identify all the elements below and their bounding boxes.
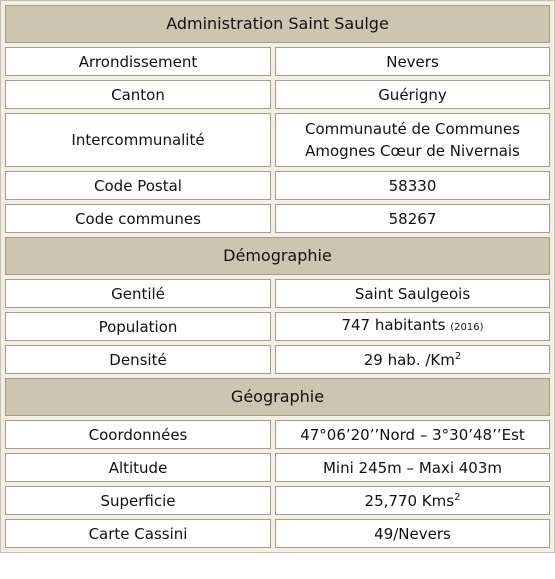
row-value-densite — [275, 345, 550, 374]
table-row — [5, 420, 550, 449]
row-label-code-communes: Code communes — [5, 204, 271, 233]
row-value-code-postal: 58330 — [275, 171, 550, 200]
population-year-note: (2016) — [450, 322, 484, 333]
row-label-superficie: Superficie — [5, 486, 271, 515]
intercommunalite-line-2: Amognes Cœur de Nivernais — [305, 142, 520, 160]
densite-superscript: 2 — [454, 350, 462, 362]
intercommunalite-line-1: Communauté de Communes — [305, 120, 520, 138]
row-value-canton: Guérigny — [275, 80, 550, 109]
row-value-coordonnees: 47°06’20’’Nord – 3°30’48’’Est — [275, 420, 550, 449]
row-label-densite: Densité — [5, 345, 271, 374]
densite-value: 29 hab. /Km — [363, 350, 455, 369]
row-label-arrondissement: Arrondissement — [5, 47, 271, 76]
row-value-arrondissement: Nevers — [275, 47, 550, 76]
population-value: 747 habitants — [341, 316, 446, 334]
table-row — [5, 345, 550, 374]
row-label-intercommunalite: Intercommunalité — [5, 113, 271, 167]
table-row — [5, 279, 550, 308]
section-header-row — [5, 237, 550, 275]
row-value-population — [275, 312, 550, 341]
table-row — [5, 204, 550, 233]
section-header-row — [5, 378, 550, 416]
row-value-code-communes: 58267 — [275, 204, 550, 233]
row-label-altitude: Altitude — [5, 453, 271, 482]
table-row — [5, 80, 550, 109]
row-label-code-postal: Code Postal — [5, 171, 271, 200]
table-row — [5, 171, 550, 200]
row-value-superficie — [275, 486, 550, 515]
row-value-gentile: Saint Saulgeois — [275, 279, 550, 308]
table-row — [5, 113, 550, 167]
row-label-carte-cassini: Carte Cassini — [5, 519, 271, 548]
row-value-intercommunalite — [275, 113, 550, 167]
table-row — [5, 519, 550, 548]
table-row — [5, 312, 550, 341]
row-label-canton: Canton — [5, 80, 271, 109]
row-value-carte-cassini: 49/Nevers — [275, 519, 550, 548]
section-header-demographie: Démographie — [5, 237, 550, 275]
row-label-coordonnees: Coordonnées — [5, 420, 271, 449]
superficie-superscript: 2 — [454, 491, 461, 503]
section-header-row — [5, 5, 550, 43]
section-header-geographie: Géographie — [5, 378, 550, 416]
row-value-altitude: Mini 245m – Maxi 403m — [275, 453, 550, 482]
section-header-administration: Administration Saint Saulge — [5, 5, 550, 43]
table-row — [5, 486, 550, 515]
row-label-population: Population — [5, 312, 271, 341]
row-label-gentile: Gentilé — [5, 279, 271, 308]
superficie-value: 25,770 Kms — [364, 491, 455, 510]
table-row — [5, 47, 550, 76]
table-row — [5, 453, 550, 482]
